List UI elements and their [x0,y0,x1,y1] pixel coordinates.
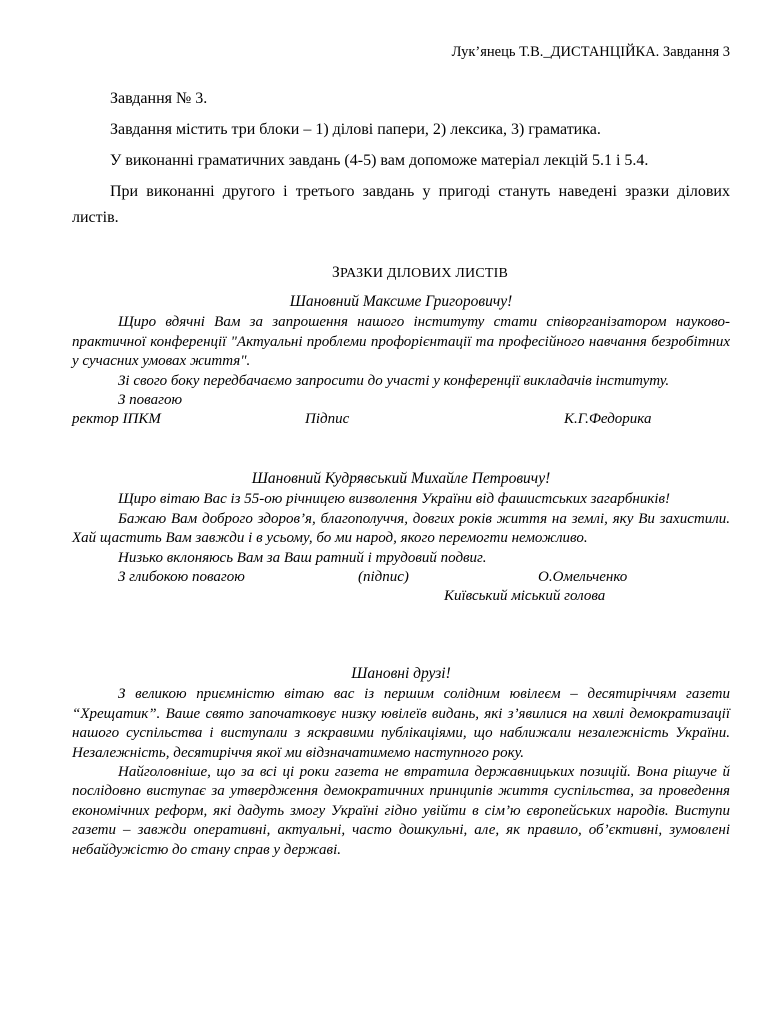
samples-heading-rest: РАЗКИ ДІЛОВИХ ЛИСТІВ [339,266,509,281]
letter-2-signature-row [72,568,730,587]
letter-3-greeting: Шановні друзі! [351,665,451,682]
samples-heading [0,264,768,282]
letter-1-paragraph-1: Щиро вдячні Вам за запрошення нашого інституту стати співорганізатором науково-практичної конференції "Актуальні проблеми профорієнтації та професійного навчання безробітних у сучасних умовах життя". [72,314,730,370]
letter-2-signature: (підпис) [358,569,409,586]
task-number: Завдання № 3. [110,90,208,107]
letter-2-position: Київський міський голова [444,588,606,605]
letter-2-greeting: Шановний Кудрявський Михайле Петровичу! [251,470,551,487]
grammar-help-note: У виконанні граматичних завдань (4-5) вам допоможе матеріал лекцій 5.1 і 5.4. [110,152,649,169]
letter-2-paragraph-1: Щиро вітаю Вас із 55-ою річницею визволення України від фашистських загарбників! [118,491,671,508]
task-blocks: Завдання містить три блоки – 1) ділові папери, 2) лексика, 3) граматика. [110,121,601,138]
letter-2-paragraph-3: Низько вклоняюсь Вам за Ваш ратний і трудовий подвиг. [118,549,487,566]
letter-1-signer-name: К.Г.Федорика [564,411,652,428]
letter-1-signature: Підпис [305,411,350,428]
sample-letter-2 [72,469,730,607]
sample-letter-1 [72,292,730,430]
sample-letter-3 [72,664,730,860]
letter-3-paragraph-2: Найголовніше, що за всі ці роки газета не втратила державницьких позицій. Вона рішуче й послідовно виступає за утвердження демократичних принципів життя суспільства, за проведення економічних реформ, які дадуть змогу Україні гідно увійти в сім’ю європейських народів. Виступи газети – завжди оперативні, актуальні, часто дошкульні, але, як правило, об’єктивні, зумовлені небайдужістю до стану справ у державі. [72,764,730,858]
task-intro [72,86,730,231]
letter-2-position-row [72,587,730,606]
letter-2-paragraph-2: Бажаю Вам доброго здоров’я, благополуччя, довгих років життя на землі, яку Ви захистили. Хай щастить Вам завжди і в усьому, бо ми народ, якого перемогти неможливо. [72,510,730,547]
samples-note: При виконанні другого і третього завдань у пригоді стануть наведені зразки ділових листів. [72,183,730,226]
letter-1-position: ректор ІПКМ [72,411,161,428]
letter-1-closing: З повагою [118,392,183,409]
letter-1-greeting: Шановний Максиме Григоровичу! [289,293,513,310]
samples-heading-initial: З [331,264,340,281]
letter-1-signature-row [72,410,730,429]
letter-2-signer-name: О.Омельченко [538,569,628,586]
letter-2-closing: З глибокою повагою [118,569,245,586]
page-header: Лук’янець Т.В._ДИСТАНЦІЙКА. Завдання 3 [451,44,730,60]
letter-3-paragraph-1: З великою приємністю вітаю вас із першим солідним ювілеєм – десятиріччям газети “Хрещатик”. Ваше свято започатковує низку ювілеїв видань, які з’явилися на хвилі демократизації нашого суспільства і виступали з яскравими публікаціями, що наближали незалежність України. Незалежність, десятиріччя якої ми відзначатимемо наступного року. [72,686,730,761]
letter-1-paragraph-2: Зі свого боку передбачаємо запросити до участі у конференції викладачів інституту. [118,372,670,389]
